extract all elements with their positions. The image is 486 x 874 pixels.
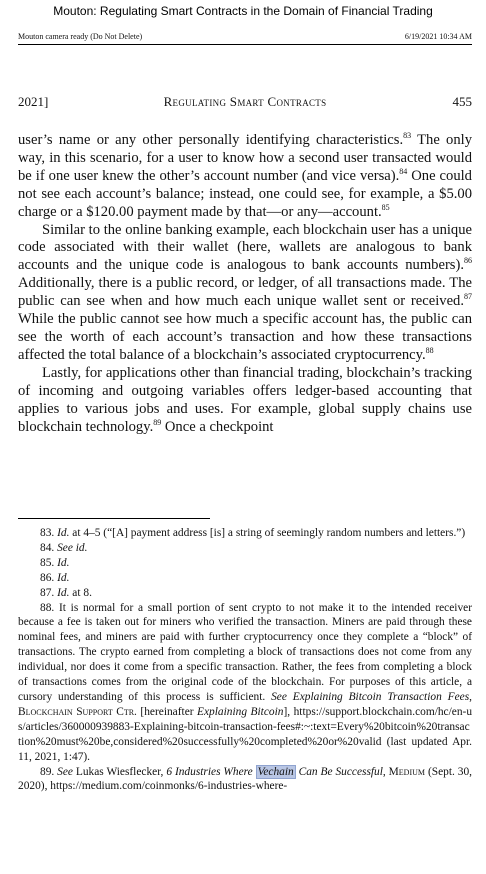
draft-timestamp: 6/19/2021 10:34 AM bbox=[404, 32, 472, 41]
body-paragraph: Lastly, for applications other than financial trading, blockchain’s tracking of incoming and outgoing variables offers ledger-based accounting that applies to various jobs and uses. For example, global supply chains use blockchain technology.$^{89}$ Once a checkpoint bbox=[18, 364, 472, 435]
body-paragraph: user’s name or any other personally identifying characteristics.$^{83}$ The only way, in this scenario, for a user to know how a second user transacted would be if one user knew the other’s account number (and vice versa).$^{84}$ One could not see each account’s balance; instead, one could see, for example, a $5.00 charge or a $120.00 payment made by that—or any—account.$^{85}$ bbox=[18, 131, 473, 220]
page-meta-header bbox=[18, 32, 472, 45]
footnote-ref[interactable]: 83 bbox=[403, 131, 412, 140]
running-head-year: 2021] bbox=[18, 94, 49, 109]
body-text bbox=[18, 132, 472, 436]
footnote-89: 89. See Lukas Wiesflecker, 6 Industries Where Vechain Can Be Successful, Medium (Sept. 30, 2020), https://medium.com/coinmonks/6-industries-where- bbox=[18, 765, 472, 793]
search-highlight: Vechain bbox=[257, 765, 294, 778]
footnote-ref[interactable]: 87 bbox=[464, 292, 472, 302]
footnote-83: 83. Id. at 4–5 (“[A] payment address [is] a string of seemingly random numbers and letters.”) bbox=[40, 527, 466, 539]
page-number: 455 bbox=[452, 94, 472, 109]
body-paragraph: Similar to the online banking example, each blockchain user has a unique code associated with their wallet (here, wallets are analogous to bank accounts and the unique code is analogous to bank accounts numbers).$^{86}$ Additionally, there is a public record, or ledger, of all transactions made. The public can see when and how much each unique wallet sent or received.$^{87}$ While the public cannot see how much a specific account has, the public can see the worth of each account’s transaction and how these transactions affected the total balance of a blockchain’s associated cryptocurrency.$^{88}$ bbox=[18, 221, 472, 363]
footnote-url[interactable]: https://support.blockchain.com/hc/en-us/articles/360000939883-Explaining-bitcoin-transaction-fees#:~:text=Every%20bitcoin%20transaction%20must%20be,considered%20successfully%20completed%20or%20valid bbox=[18, 705, 473, 748]
footnote-ref[interactable]: 84 bbox=[399, 166, 408, 176]
footnote-84: 84. See id. bbox=[40, 541, 88, 554]
footnote-ref[interactable]: 88 bbox=[425, 345, 434, 355]
footnote-85: 85. Id. bbox=[40, 556, 70, 569]
running-head bbox=[18, 94, 472, 110]
footnote-88: 88. It is normal for a small portion of sent crypto to not make it to the intended receiver because a fee is taken out for miners who verified the transaction. Miners are paid through these nominal fees, and miners are paid with further cryptocurrency once they complete a “block” of transactions. The crypto earned from completing a block of transactions does not come from any individual, nor does it come from a specific transaction. Rather, the fees from completing a block of transactions comes from the original code of the blockchain. For purposes of this article, a cursory understanding of this process is sufficient. See Explaining Bitcoin Transaction Fees, Blockchain Support Ctr. [hereinafter Explaining Bitcoin], https://support.blockchain.com/hc/en-us/articles/360000939883-Explaining-bitcoin-transaction-fees#:~:text=Every%20bitcoin%20transaction%20must%20be,considered%20successfully%20completed%20or%20valid (last updated Apr. 11, 2021, 1:47). bbox=[18, 601, 473, 763]
footnote-87: 87. Id. at 8. bbox=[40, 586, 92, 599]
footnote-ref[interactable]: 89 bbox=[153, 417, 162, 427]
footnote-ref[interactable]: 85 bbox=[381, 202, 390, 212]
footnote-86: 86. Id. bbox=[40, 571, 70, 584]
document-title: Mouton: Regulating Smart Contracts in the Domain of Financial Trading bbox=[53, 4, 433, 18]
draft-status: Mouton camera ready (Do Not Delete) bbox=[18, 32, 143, 41]
footnote-ref[interactable]: 86 bbox=[464, 256, 472, 266]
footnotes bbox=[18, 526, 472, 794]
running-head-title: Regulating Smart Contracts bbox=[163, 94, 327, 109]
footnote-divider bbox=[18, 518, 210, 519]
